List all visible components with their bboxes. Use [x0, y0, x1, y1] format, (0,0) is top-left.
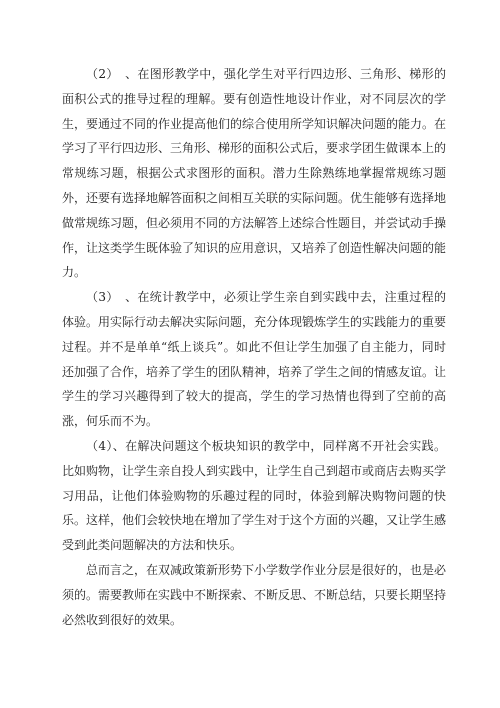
document-body — [62, 62, 446, 632]
paragraph-statistics-teaching: （3） 、在统计教学中，必须让学生亲自到实践中去，注重过程的体验。用实际行动去解决实际问题，充分体现锻炼学生的实践能力的重要过程。并不是单单“纸上谈兵”。如此不但让学生加强了自主能力，同时还加强了合作，培养了学生的团队精神，培养了学生之间的情感友谊。让学生的学习兴趣得到了较大的提高，学生的学习热情也得到了空前的高涨，何乐而不为。 — [62, 290, 447, 429]
paragraph-geometry-teaching: （2） 、在图形教学中，强化学生对平行四边形、三角形、梯形的面积公式的推导过程的理解。要有创造性地设计作业，对不同层次的学生，要通过不同的作业提高他们的综合使用所学知识解决问题的能力。在学习了平行四边形、三角形、梯形的面积公式后，要求学团生做课本上的常规练习题，根据公式求图形的面积。潜力生除熟练地掌握常规练习题外，还要有选择地解答面积之间相互关联的实际问题。优生能够有选择地做常规练习题，但必须用不同的方法解答上述综合性题目，并尝试动手操作，让这类学生既体验了知识的应用意识，又培养了创造性解决问题的能力。 — [62, 67, 447, 280]
paragraph-problem-solving: （4）、在解决问题这个板块知识的教学中，同样离不开社会实践。比如购物，让学生亲自投人到实践中，让学生自己到超市或商店去购买学习用品，让他们体验购物的乐趣过程的同时，体验到解决购物问题的快乐。这样，他们会较快地在增加了学生对于这个方面的兴趣，又让学生感受到此类问题解决的方法和快乐。 — [62, 438, 447, 553]
paragraph-conclusion: 总而言之，在双减政策新形势下小学数学作业分层是很好的，也是必须的。需要教师在实践中不断探索、不断反思、不断总结，只要长期坚持必然收到很好的效果。 — [62, 562, 447, 627]
